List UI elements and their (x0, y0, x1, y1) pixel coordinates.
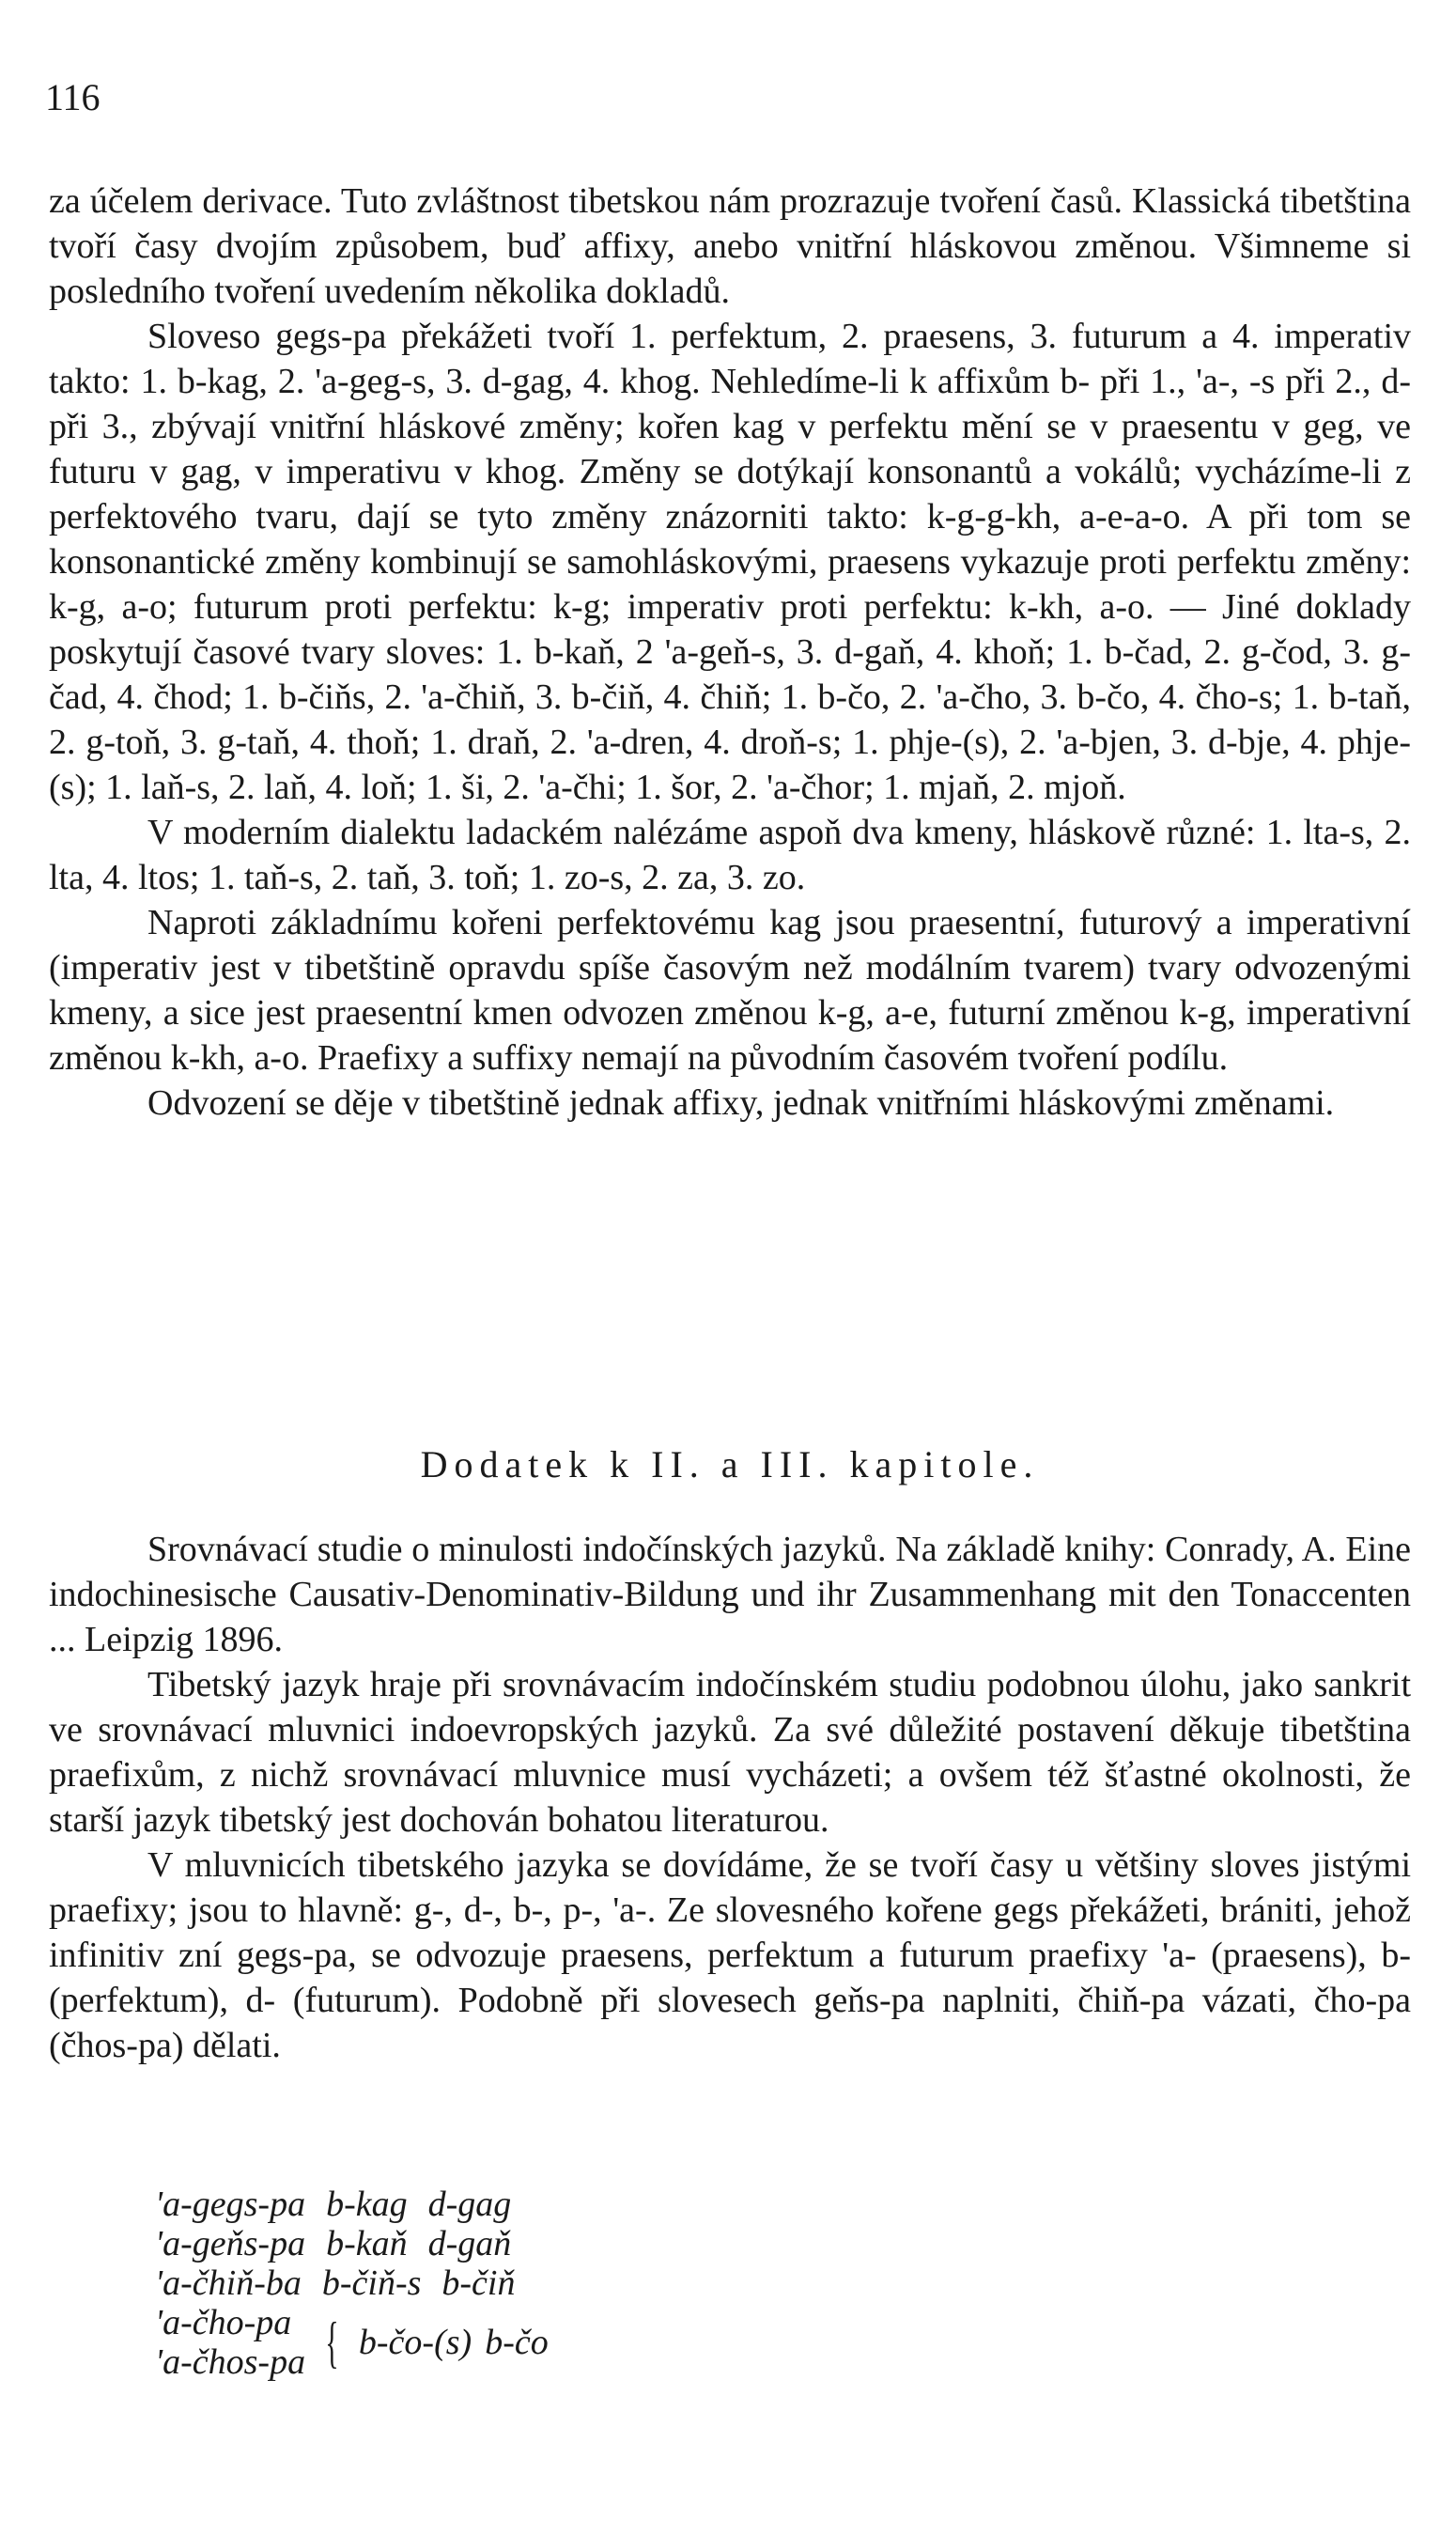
paragraph-4: Naproti základnímu kořeni perfektovému kag jsou praesentní, futurový a imperativní (imperativ jest v tibetštině opravdu spíše časovým než modálním tvarem) tvary odvozenými kmeny, a sice jest praesentní kmen odvozen změnou k-g, a-e, futurní změnou k-g, imperativní změnou k-kh, a-o. Praefixy a suffixy nemají na původním časovém tvoření podílu. (49, 903, 1411, 1078)
brace: { (325, 2311, 339, 2373)
forms-row-1 (155, 2185, 549, 2224)
page-number: 116 (45, 76, 101, 118)
form: 'a-gegs-pa (155, 2185, 306, 2224)
appendix-paragraph-1: Srovnávací studie o minulosti indočínských jazyků. Na základě knihy: Conrady, A. Eine indochinesische Causativ-Denominativ-Bildung und ihr Zusammenhang mit den Tonaccenten ... Leipzig 1896. (49, 1530, 1411, 1659)
appendix-paragraph-3: V mluvnicích tibetského jazyka se dovídáme, že se tvoří časy u většiny sloves jistými praefixy; jsou to hlavně: g-, d-, b-, p-, 'a-. Ze slovesného kořene gegs překážeti, brániti, jehož infinitiv zní gegs-pa, se odvozuje praesens, perfektum a futurum praefixy 'a- (praesens), b- (perfektum), d- (futurum). Podobně při slovesech geňs-pa naplniti, čhiň-pa vázati, čho-pa (čhos-pa) dělati. (49, 1845, 1411, 2065)
appendix-text (49, 1527, 1411, 2068)
form: 'a-čho-pa (155, 2303, 292, 2342)
paragraph-3: V moderním dialektu ladackém nalézáme aspoň dva kmeny, hláskově různé: 1. lta-s, 2. lta, 4. ltos; 1. taň-s, 2. taň, 3. toň; 1. zo-s, 2. za, 3. zo. (49, 813, 1411, 897)
form: 'a-čhiň-ba (155, 2263, 302, 2303)
form: b-čiň (441, 2263, 516, 2303)
forms-row-2 (155, 2224, 549, 2263)
form: 'a-geňs-pa (155, 2224, 306, 2263)
paragraph-5: Odvození se děje v tibetštině jednak affixy, jednak vnitřními hláskovými změnami. (147, 1083, 1335, 1123)
form: d-gag (427, 2185, 512, 2224)
form: b-kag (326, 2185, 408, 2224)
paragraph-2: Sloveso gegs-pa překážeti tvoří 1. perfektum, 2. praesens, 3. futurum a 4. imperativ takto: 1. b-kag, 2. 'a-geg-s, 3. d-gag, 4. khog. Nehledíme-li k affixům b- při 1., 'a-, -s při 2., d- při 3., zbývají vnitřní hláskové změny; kořen kag v perfektu mění se v praesentu v geg, ve futuru v gag, v imperativu v khog. Změny se dotýkají konsonantů a vokálů; vycházíme-li z perfektového tvaru, dají se tyto změny znázorniti takto: k-g-g-kh, a-e-a-o. A při tom se konsonantické změny kombinují se samohláskovými, praesens vykazuje proti perfektu změny: k-g, a-o; futurum proti perfektu: k-g; imperativ proti perfektu: k-kh, a-o. — Jiné doklady poskytují časové tvary sloves: 1. b-kaň, 2 'a-geň-s, 3. d-gaň, 4. khoň; 1. b-čad, 2. g-čod, 3. g-čad, 4. čhod; 1. b-čiňs, 2. 'a-čhiň, 3. b-čiň, 4. čhiň; 1. b-čo, 2. 'a-čho, 3. b-čo, 4. čho-s; 1. b-taň, 2. g-toň, 3. g-taň, 4. thoň; 1. draň, 2. 'a-dren, 4. droň-s; 1. phje-(s), 2. 'a-bjen, 3. d-bje, 4. phje-(s); 1. laň-s, 2. laň, 4. loň; 1. ši, 2. 'a-čhi; 1. šor, 2. 'a-čhor; 1. mjaň, 2. mjoň. (49, 317, 1411, 807)
section-heading-wrap (49, 1442, 1411, 1486)
section-heading: Dodatek k II. a III. kapitole. (420, 1443, 1040, 1485)
paragraph-1: za účelem derivace. Tuto zvláštnost tibetskou nám prozrazuje tvoření časů. Klassická tibetština tvoří časy dvojím způsobem, buď affixy, anebo vnitřní hláskovou změnou. Všimneme si posledního tvoření uvedením několika dokladů. (49, 181, 1411, 311)
forms-row-3 (155, 2263, 549, 2303)
body-text (49, 179, 1411, 1126)
form: d-gaň (427, 2224, 512, 2263)
forms-row-4 (155, 2303, 549, 2382)
verb-forms-table (155, 2185, 549, 2382)
form: 'a-čhos-pa (155, 2342, 306, 2382)
forms-stack (155, 2303, 305, 2382)
form: b-čo (485, 2323, 549, 2362)
appendix-paragraph-2: Tibetský jazyk hraje při srovnávacím indočínském studiu podobnou úlohu, jako sankrit ve srovnávací mluvnici indoevropských jazyků. Za své důležité postavení děkuje tibetština praefixům, z nichž srovnávací mluvnice musí vycházeti; a ovšem též šťastné okolnosti, že starší jazyk tibetský jest dochován bohatou literaturou. (49, 1665, 1411, 1840)
form: b-kaň (326, 2224, 408, 2263)
form: b-čiň-s (321, 2263, 422, 2303)
form: b-čo-(s) (358, 2323, 472, 2362)
